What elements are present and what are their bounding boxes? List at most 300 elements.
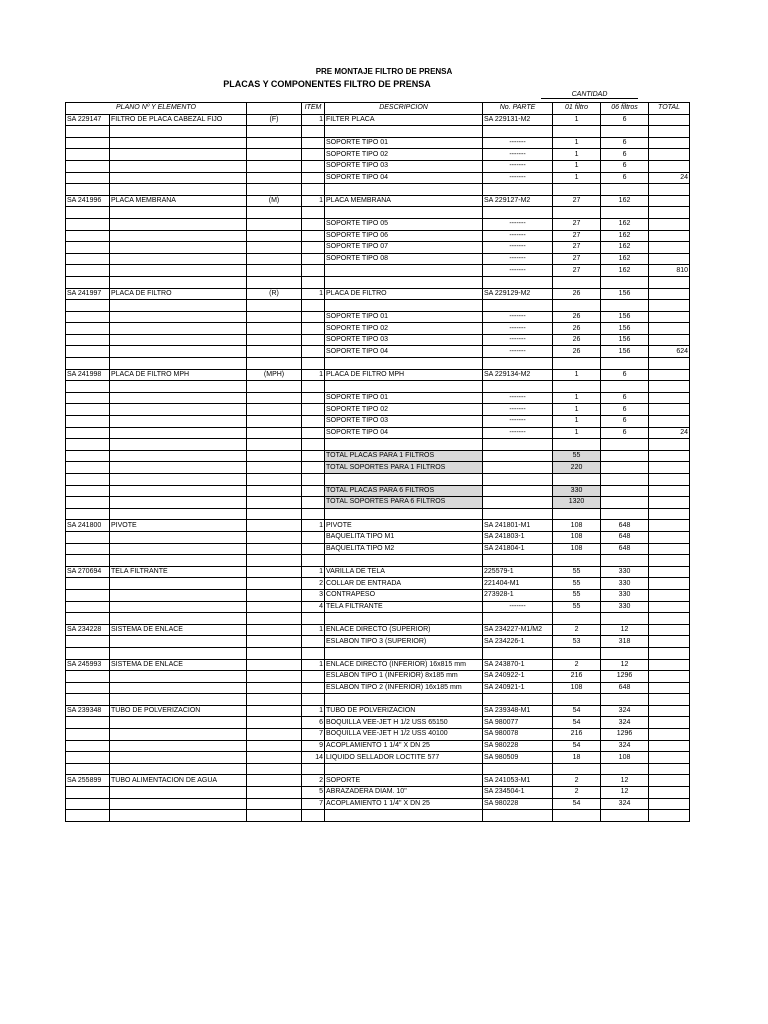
cell-item: 1: [302, 114, 325, 126]
cell-plano: [66, 334, 110, 346]
cell-code: [247, 485, 302, 497]
cell-plano: [66, 276, 110, 288]
table-row: [66, 787, 690, 799]
cell-total: [649, 647, 690, 659]
cell-plano: SA 229147: [66, 114, 110, 126]
cell-parte: -------: [483, 311, 553, 323]
cell-descripcion: SOPORTE TIPO 08: [325, 253, 483, 265]
cell-descripcion: ACOPLAMIENTO 1 1/4" X DN 25: [325, 798, 483, 810]
cell-code: [247, 775, 302, 787]
cell-elemento: [110, 740, 247, 752]
cell-qty-6: 156: [601, 334, 649, 346]
cell-elemento: TELA FILTRANTE: [110, 566, 247, 578]
cell-qty-6: 1296: [601, 729, 649, 741]
cell-parte: SA 239348-M1: [483, 705, 553, 717]
cell-qty-1: 27: [553, 265, 601, 277]
cell-plano: [66, 149, 110, 161]
cell-plano: SA 239348: [66, 705, 110, 717]
table-row: [66, 508, 690, 520]
cell-descripcion: SOPORTE TIPO 03: [325, 334, 483, 346]
cell-parte: -------: [483, 172, 553, 184]
cell-qty-1: [601, 497, 649, 509]
cell-qty-1: [553, 184, 601, 196]
cell-code: [247, 671, 302, 683]
cell-total: [649, 508, 690, 520]
cell-plano: SA 241800: [66, 520, 110, 532]
table-row: [66, 160, 690, 172]
cell-plano: SA 241998: [66, 369, 110, 381]
cell-qty-6: 12: [601, 775, 649, 787]
col-plano-header: PLANO Nº Y ELEMENTO: [66, 103, 247, 115]
cell-qty-1: 216: [553, 729, 601, 741]
cell-qty-6: 156: [601, 311, 649, 323]
table-row: [66, 729, 690, 741]
cell-code: [247, 462, 302, 474]
cell-total: [649, 752, 690, 764]
cell-elemento: [110, 265, 247, 277]
cell-descripcion: BAQUELITA TIPO M2: [325, 543, 483, 555]
cell-descripcion: [325, 763, 483, 775]
cell-qty-1: [601, 462, 649, 474]
cell-item: [302, 647, 325, 659]
cell-item: 1: [302, 369, 325, 381]
cell-elemento: [110, 346, 247, 358]
table-row: [66, 555, 690, 567]
cell-parte: -------: [483, 404, 553, 416]
cell-qty-1: 1: [553, 137, 601, 149]
cell-code: [247, 392, 302, 404]
cell-parte: [483, 508, 553, 520]
cell-qty-1: 108: [553, 531, 601, 543]
cell-qty-1: [601, 450, 649, 462]
cell-qty-6: [601, 613, 649, 625]
cell-total: [649, 682, 690, 694]
cell-qty-6: [601, 300, 649, 312]
cell-parte: SA 241053-M1: [483, 775, 553, 787]
cell-item: [302, 126, 325, 138]
table-row: [66, 311, 690, 323]
cell-qty-6: 6: [601, 404, 649, 416]
cell-code: [247, 323, 302, 335]
cell-qty-6: 6: [601, 416, 649, 428]
cell-qty-1: 2: [553, 775, 601, 787]
cell-parte: [483, 207, 553, 219]
cell-item: [302, 276, 325, 288]
cell-qty-6: 648: [601, 543, 649, 555]
cell-code: [247, 555, 302, 567]
cell-code: [247, 230, 302, 242]
cell-qty-6: 324: [601, 705, 649, 717]
cell-elemento: [110, 160, 247, 172]
cell-parte: SA 241801-M1: [483, 520, 553, 532]
cell-elemento: [110, 242, 247, 254]
cell-item: [302, 439, 325, 451]
cell-qty-1: 26: [553, 334, 601, 346]
cell-code: [247, 717, 302, 729]
cell-code: [247, 659, 302, 671]
cell-total: [649, 207, 690, 219]
cell-descripcion: TOTAL PLACAS PARA 6 FILTROS: [325, 485, 483, 497]
table-row: [66, 450, 690, 462]
cell-item: 9: [302, 740, 325, 752]
cell-descripcion: [325, 555, 483, 567]
cell-parte: [483, 462, 553, 474]
cell-total: [649, 358, 690, 370]
cell-total: [649, 474, 690, 486]
cell-elemento: PIVOTE: [110, 520, 247, 532]
cell-elemento: [110, 172, 247, 184]
cell-item: [302, 462, 325, 474]
cell-item: [302, 810, 325, 822]
cell-elemento: SISTEMA DE ENLACE: [110, 659, 247, 671]
cell-elemento: PLACA DE FILTRO MPH: [110, 369, 247, 381]
cell-qty-6: [601, 358, 649, 370]
cell-item: [302, 671, 325, 683]
cell-plano: [66, 311, 110, 323]
cell-parte: -------: [483, 323, 553, 335]
cell-plano: SA 241997: [66, 288, 110, 300]
cell-elemento: [110, 207, 247, 219]
cell-qty-6: [601, 276, 649, 288]
cell-qty-6: 162: [601, 218, 649, 230]
cell-plano: [66, 427, 110, 439]
cell-total: [649, 775, 690, 787]
cell-summary-total: 220: [553, 462, 601, 474]
cell-qty-6: 162: [601, 253, 649, 265]
cell-item: 7: [302, 798, 325, 810]
cell-elemento: [110, 636, 247, 648]
cell-qty-1: 1: [553, 392, 601, 404]
cell-descripcion: TOTAL SOPORTES PARA 6 FILTROS: [325, 497, 483, 509]
cell-elemento: [110, 798, 247, 810]
cell-qty-6: 12: [601, 624, 649, 636]
cell-code: [247, 381, 302, 393]
cell-code: (R): [247, 288, 302, 300]
cell-elemento: [110, 671, 247, 683]
cell-qty-6: 12: [601, 787, 649, 799]
cell-total: [649, 636, 690, 648]
cell-code: [247, 705, 302, 717]
cell-total: [649, 729, 690, 741]
cell-plano: [66, 740, 110, 752]
table-row: [66, 242, 690, 254]
cell-total: [649, 705, 690, 717]
cell-parte: [483, 647, 553, 659]
cell-qty-1: [553, 508, 601, 520]
cell-elemento: [110, 508, 247, 520]
cell-plano: [66, 647, 110, 659]
table-row: [66, 763, 690, 775]
table-row: [66, 126, 690, 138]
cell-code: [247, 149, 302, 161]
cell-plano: [66, 242, 110, 254]
cell-qty-1: 1: [553, 114, 601, 126]
cell-parte: -------: [483, 218, 553, 230]
cell-plano: [66, 392, 110, 404]
cell-elemento: TUBO DE POLVERIZACION: [110, 705, 247, 717]
table-row: [66, 717, 690, 729]
table-row: [66, 358, 690, 370]
cell-descripcion: PLACA DE FILTRO: [325, 288, 483, 300]
cell-total: [649, 114, 690, 126]
cell-descripcion: ESLABON TIPO 1 (INFERIOR) 8x185 mm: [325, 671, 483, 683]
cell-qty-1: 54: [553, 798, 601, 810]
cell-item: 1: [302, 705, 325, 717]
cell-parte: SA 234504-1: [483, 787, 553, 799]
cell-parte: SA 241804-1: [483, 543, 553, 555]
table-row: [66, 149, 690, 161]
cell-plano: SA 234228: [66, 624, 110, 636]
cell-plano: SA 270694: [66, 566, 110, 578]
cell-elemento: [110, 729, 247, 741]
cell-item: [302, 613, 325, 625]
cell-item: [302, 485, 325, 497]
cell-parte: -------: [483, 253, 553, 265]
cell-qty-6: [601, 555, 649, 567]
cell-code: (M): [247, 195, 302, 207]
cell-total: [649, 566, 690, 578]
cell-parte: -------: [483, 149, 553, 161]
cell-descripcion: [325, 439, 483, 451]
cell-qty-6: 330: [601, 589, 649, 601]
cell-qty-6: 648: [601, 520, 649, 532]
cell-code: [247, 740, 302, 752]
cell-plano: [66, 729, 110, 741]
table-row: [66, 230, 690, 242]
cell-parte: [483, 613, 553, 625]
cell-plano: [66, 416, 110, 428]
cell-qty-6: 330: [601, 601, 649, 613]
cell-parte: -------: [483, 427, 553, 439]
cell-descripcion: SOPORTE TIPO 03: [325, 160, 483, 172]
cell-code: [247, 126, 302, 138]
cell-parte: [483, 126, 553, 138]
cell-descripcion: CONTRAPESO: [325, 589, 483, 601]
cell-summary-total: 55: [553, 450, 601, 462]
cell-code: [247, 613, 302, 625]
cell-qty-6: [649, 462, 690, 474]
cell-parte: SA 241803-1: [483, 531, 553, 543]
cell-qty-1: 27: [553, 230, 601, 242]
cell-code: [247, 311, 302, 323]
cell-qty-1: 216: [553, 671, 601, 683]
cell-descripcion: VARILLA DE TELA: [325, 566, 483, 578]
cell-qty-1: [553, 300, 601, 312]
cell-total: [649, 253, 690, 265]
cell-descripcion: [325, 300, 483, 312]
cell-parte: [483, 694, 553, 706]
cell-descripcion: ACOPLAMIENTO 1 1/4" X DN 25: [325, 740, 483, 752]
cell-parte: SA 980228: [483, 740, 553, 752]
cell-qty-6: [649, 485, 690, 497]
cell-qty-1: 18: [553, 752, 601, 764]
cell-total: [649, 381, 690, 393]
cell-qty-1: [553, 763, 601, 775]
cell-qty-6: 6: [601, 160, 649, 172]
cell-elemento: [110, 253, 247, 265]
cell-plano: [66, 184, 110, 196]
cell-elemento: [110, 589, 247, 601]
table-row: [66, 392, 690, 404]
cell-total: [649, 276, 690, 288]
cell-qty-6: [601, 763, 649, 775]
cell-parte: [483, 763, 553, 775]
table-row: [66, 346, 690, 358]
table-row: [66, 798, 690, 810]
cell-descripcion: SOPORTE TIPO 01: [325, 392, 483, 404]
cell-qty-1: [553, 439, 601, 451]
cell-item: 2: [302, 775, 325, 787]
cell-total: [649, 195, 690, 207]
cell-qty-6: [601, 647, 649, 659]
cell-parte: [483, 184, 553, 196]
cell-qty-1: 108: [553, 543, 601, 555]
cell-descripcion: BOQUILLA VEE-JET H 1/2 USS 65150: [325, 717, 483, 729]
cell-qty-6: [601, 126, 649, 138]
cell-qty-1: 1: [553, 369, 601, 381]
table-row: [66, 613, 690, 625]
cell-total: [649, 555, 690, 567]
cell-plano: [66, 798, 110, 810]
cell-total: 624: [649, 346, 690, 358]
cell-parte: -------: [483, 392, 553, 404]
cell-qty-1: 1: [553, 416, 601, 428]
cell-total: [649, 323, 690, 335]
cell-descripcion: BAQUELITA TIPO M1: [325, 531, 483, 543]
cell-parte: -------: [483, 230, 553, 242]
cell-plano: [66, 230, 110, 242]
cell-total: [649, 624, 690, 636]
table-row: [66, 427, 690, 439]
cantidad-header: CANTIDAD: [541, 91, 638, 99]
cell-qty-1: [601, 485, 649, 497]
cell-total: [649, 392, 690, 404]
cell-descripcion: SOPORTE TIPO 04: [325, 172, 483, 184]
table-row: [66, 265, 690, 277]
cell-plano: [66, 346, 110, 358]
cell-elemento: [110, 404, 247, 416]
cell-descripcion: ESLABON TIPO 2 (INFERIOR) 16x185 mm: [325, 682, 483, 694]
cell-code: [247, 427, 302, 439]
cell-qty-6: 330: [601, 566, 649, 578]
table-row: [66, 578, 690, 590]
cell-qty-1: 2: [553, 659, 601, 671]
cell-code: [247, 276, 302, 288]
cell-code: [247, 207, 302, 219]
cell-item: [302, 172, 325, 184]
cell-total: [649, 184, 690, 196]
cell-item: 1: [302, 566, 325, 578]
cell-qty-6: 324: [601, 798, 649, 810]
table-row: [66, 531, 690, 543]
cell-qty-1: 54: [553, 717, 601, 729]
table-row: [66, 462, 690, 474]
cell-summary-total: 1320: [553, 497, 601, 509]
cell-item: [302, 300, 325, 312]
cell-descripcion: SOPORTE TIPO 06: [325, 230, 483, 242]
cell-item: [302, 543, 325, 555]
cell-total: [649, 543, 690, 555]
cell-elemento: PLACA MEMBRANA: [110, 195, 247, 207]
cell-parte: SA 234226-1: [483, 636, 553, 648]
cell-total: 24: [649, 427, 690, 439]
cell-item: [302, 474, 325, 486]
cell-descripcion: [325, 207, 483, 219]
cell-plano: [66, 763, 110, 775]
cell-plano: [66, 531, 110, 543]
cell-code: [247, 184, 302, 196]
cell-elemento: TUBO ALIMENTACION DE AGUA: [110, 775, 247, 787]
cell-item: [302, 381, 325, 393]
cell-item: [302, 427, 325, 439]
cell-total: 810: [649, 265, 690, 277]
cell-plano: [66, 810, 110, 822]
cell-descripcion: SOPORTE: [325, 775, 483, 787]
cell-item: 1: [302, 659, 325, 671]
cell-parte: SA 229134-M2: [483, 369, 553, 381]
cell-qty-1: [553, 694, 601, 706]
table-row: [66, 636, 690, 648]
cell-qty-1: 55: [553, 601, 601, 613]
cell-parte: -------: [483, 334, 553, 346]
table-row: [66, 624, 690, 636]
cell-descripcion: SOPORTE TIPO 07: [325, 242, 483, 254]
cell-code: [247, 578, 302, 590]
cell-item: 1: [302, 624, 325, 636]
cell-total: [649, 439, 690, 451]
cell-qty-6: [601, 207, 649, 219]
cell-descripcion: [325, 474, 483, 486]
cell-plano: [66, 265, 110, 277]
cell-plano: [66, 671, 110, 683]
cell-item: [302, 346, 325, 358]
cell-code: [247, 624, 302, 636]
cell-plano: [66, 218, 110, 230]
cell-total: [649, 149, 690, 161]
cell-item: [302, 508, 325, 520]
cell-qty-1: 27: [553, 195, 601, 207]
cell-code: [247, 242, 302, 254]
cell-parte: [483, 439, 553, 451]
cell-qty-1: 26: [553, 323, 601, 335]
cell-item: [302, 392, 325, 404]
cell-code: [247, 694, 302, 706]
cell-elemento: [110, 474, 247, 486]
cell-code: [247, 566, 302, 578]
cell-descripcion: SOPORTE TIPO 01: [325, 311, 483, 323]
cell-code: [247, 810, 302, 822]
cell-parte: -------: [483, 160, 553, 172]
cell-qty-6: 1296: [601, 671, 649, 683]
table-row: [66, 740, 690, 752]
cell-total: [649, 218, 690, 230]
cell-descripcion: TOTAL SOPORTES PARA 1 FILTROS: [325, 462, 483, 474]
cell-plano: SA 241996: [66, 195, 110, 207]
cell-elemento: [110, 323, 247, 335]
cell-plano: [66, 589, 110, 601]
cell-qty-1: [553, 647, 601, 659]
col-q6-header: 06 filtros: [601, 103, 649, 115]
cell-qty-6: 162: [601, 242, 649, 254]
cell-plano: [66, 474, 110, 486]
cell-descripcion: [325, 184, 483, 196]
cell-code: [247, 416, 302, 428]
cell-descripcion: [325, 126, 483, 138]
cell-parte: 221404-M1: [483, 578, 553, 590]
cell-code: [247, 346, 302, 358]
cell-total: [649, 589, 690, 601]
pre-title: PRE MONTAJE FILTRO DE PRENSA: [315, 67, 453, 76]
